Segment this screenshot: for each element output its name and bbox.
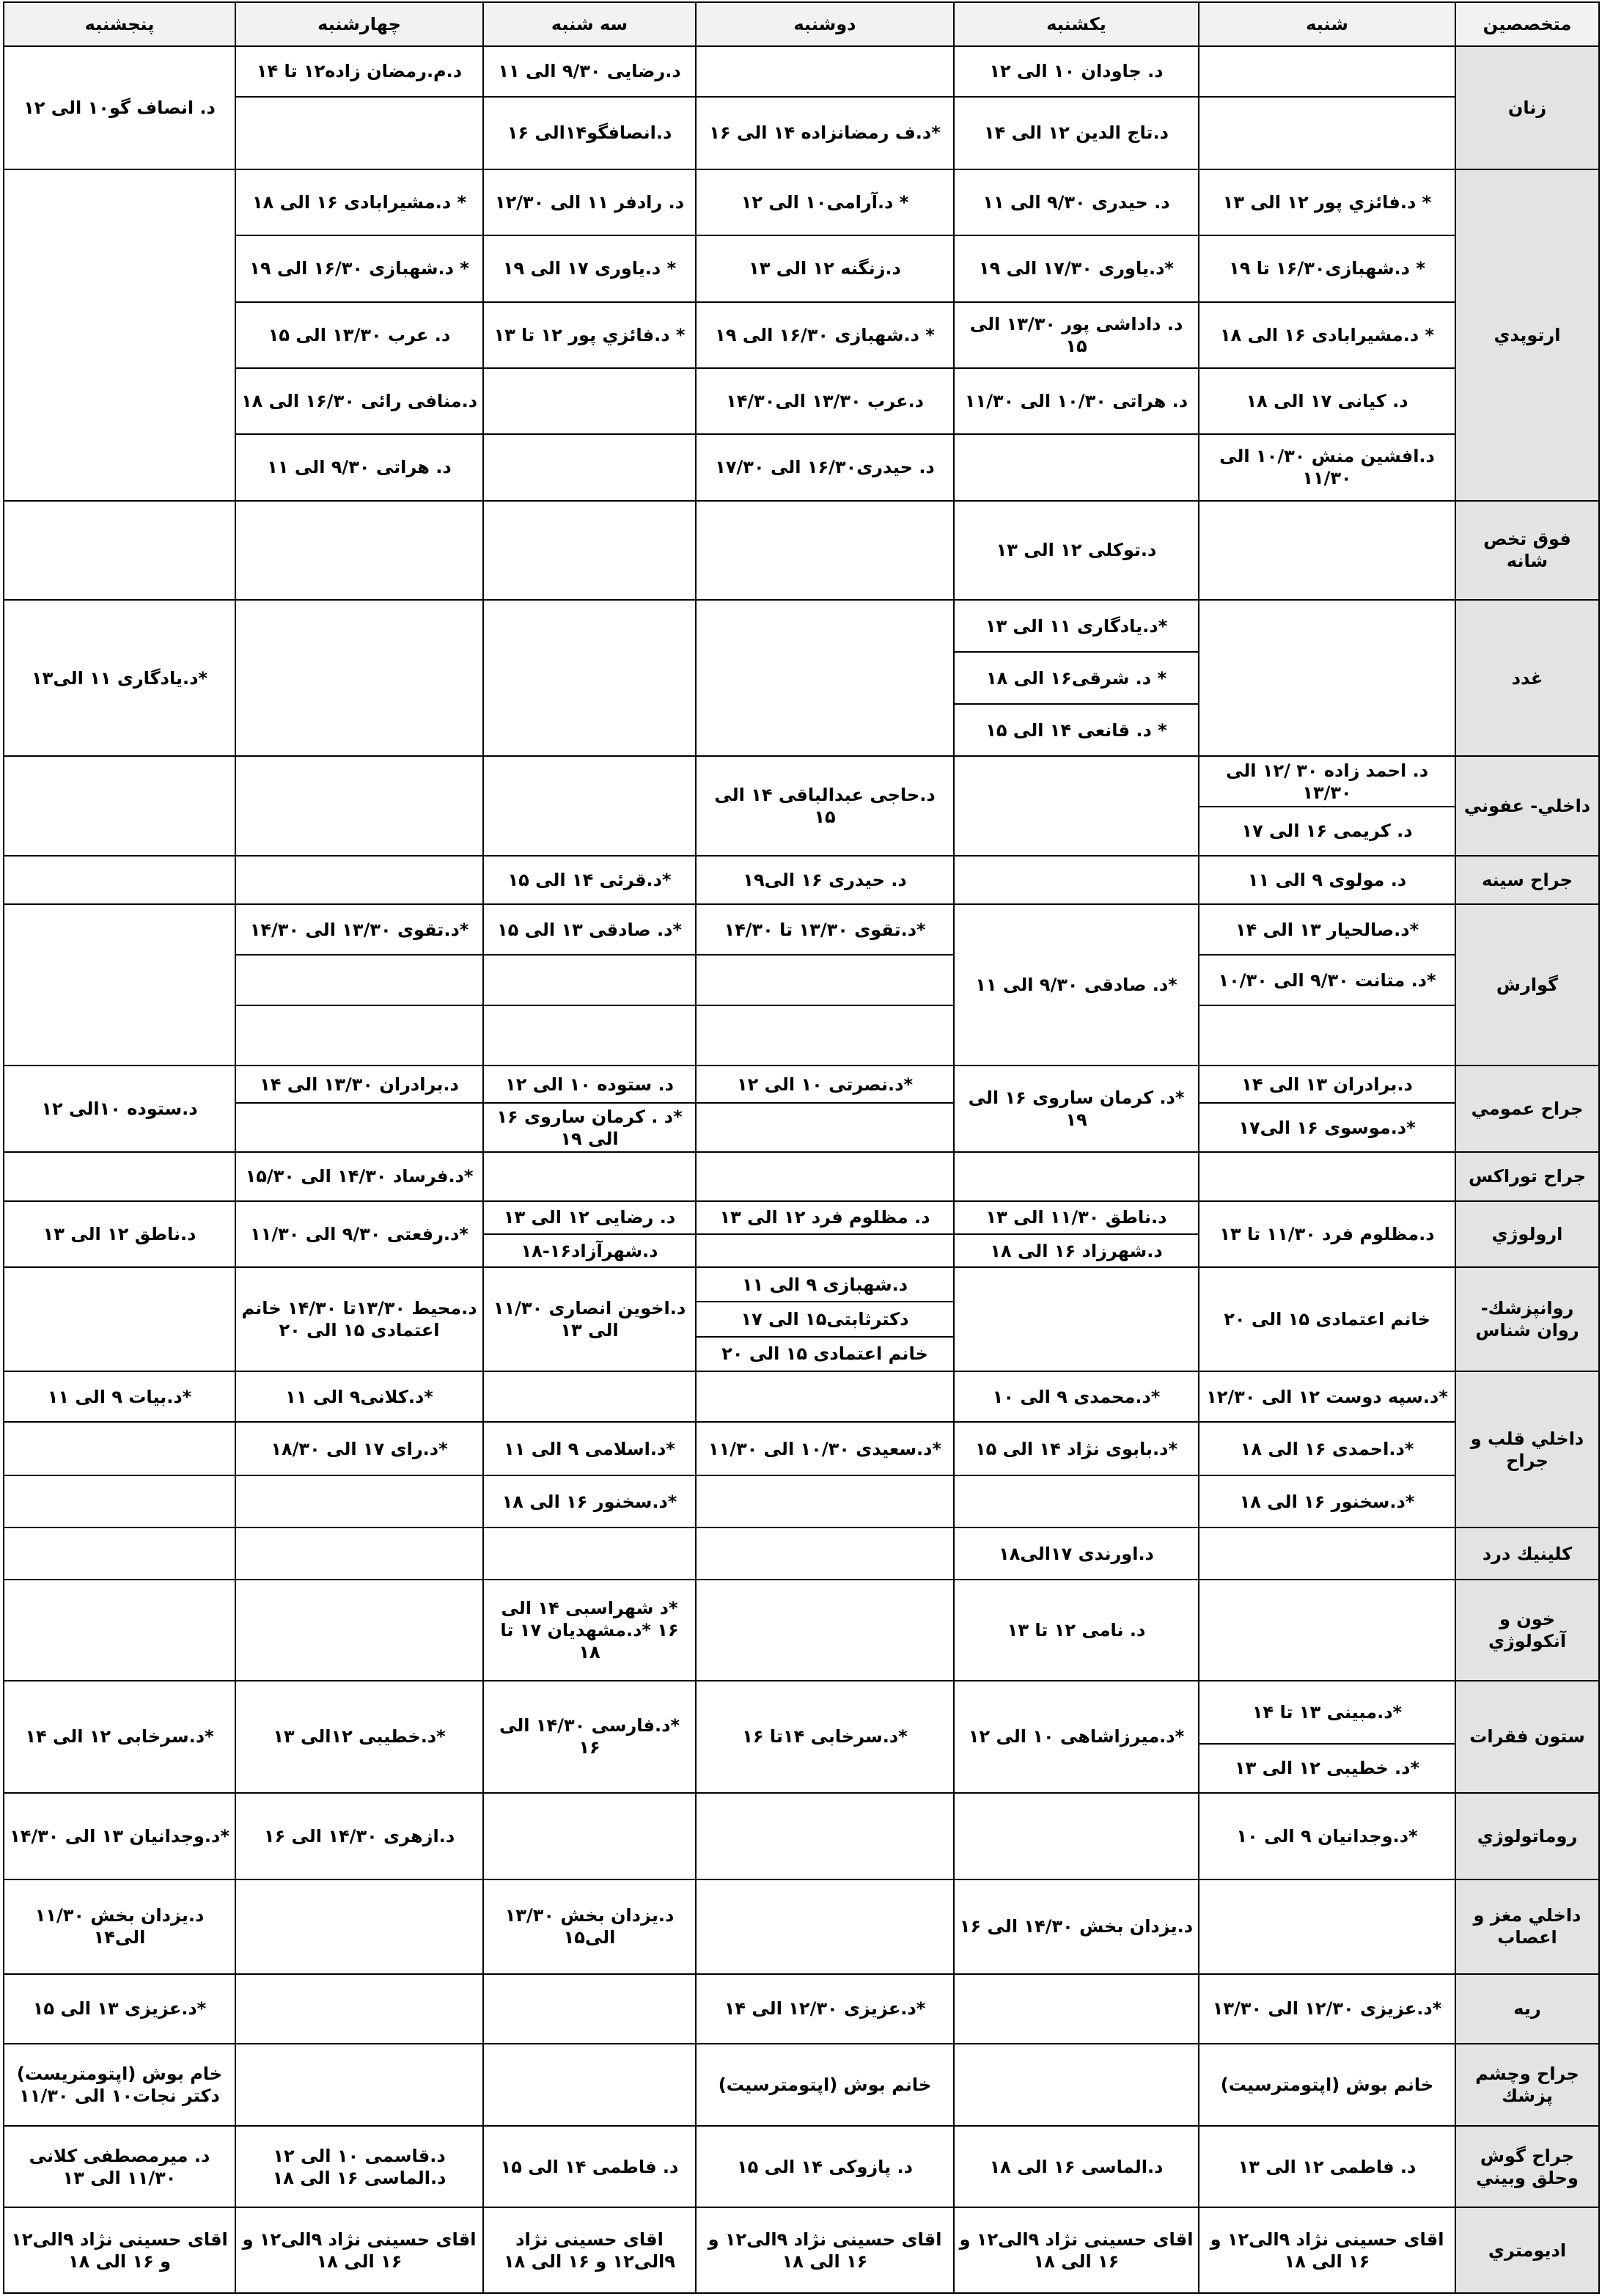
- schedule-cell: *د.سعیدی ۱۰/۳۰ الی ۱۱/۳۰: [696, 1422, 954, 1475]
- schedule-cell: [1199, 1152, 1455, 1201]
- schedule-row: [4, 501, 1599, 601]
- schedule-cell: د. رضایی ۱۲ الی ۱۳: [483, 1201, 696, 1234]
- schedule-cell: [954, 1152, 1199, 1201]
- schedule-cell: [696, 1527, 954, 1580]
- schedule-cell: [696, 501, 954, 601]
- schedule-row: [4, 1527, 1599, 1580]
- schedule-cell: *د.عزیزی ۱۳ الی ۱۵: [4, 1974, 235, 2044]
- schedule-row: [4, 2207, 1599, 2293]
- schedule-row: [4, 756, 1599, 807]
- schedule-cell: د.شهرآزاد۱۶-۱۸: [483, 1234, 696, 1267]
- schedule-cell: *د. صادقی ۹/۳۰ الی ۱۱: [954, 904, 1199, 1065]
- schedule-row: [4, 235, 1599, 301]
- schedule-cell: [483, 368, 696, 434]
- weekly-schedule-table: [3, 1, 1600, 2294]
- schedule-cell: د.اخوین انصاری ۱۱/۳۰ الی ۱۳: [483, 1267, 696, 1371]
- schedule-cell: اقای حسینی نژاد ۹الی۱۲ و ۱۶ الی ۱۸: [1199, 2207, 1455, 2293]
- schedule-cell: [235, 1475, 483, 1527]
- schedule-row: [4, 1005, 1599, 1066]
- schedule-cell: [235, 1005, 483, 1066]
- specialty-label: زنان: [1455, 46, 1599, 169]
- schedule-cell: [954, 1267, 1199, 1371]
- schedule-cell: د.اورندی ۱۷الی۱۸: [954, 1527, 1199, 1580]
- schedule-cell: *د.سرخابی ۱۲ الی ۱۴: [4, 1681, 235, 1793]
- schedule-cell: [4, 756, 235, 856]
- schedule-cell: [954, 756, 1199, 856]
- schedule-cell: [696, 1475, 954, 1527]
- schedule-cell: *د.کلانی۹ الی ۱۱: [235, 1371, 483, 1422]
- schedule-cell: [483, 2044, 696, 2126]
- schedule-row: [4, 1422, 1599, 1475]
- schedule-row: [4, 46, 1599, 97]
- schedule-cell: [4, 1475, 235, 1527]
- clinic-schedule-sheet: [3, 1, 1598, 2294]
- schedule-cell: *د.صالحیار ۱۳ الی ۱۴: [1199, 904, 1455, 955]
- schedule-cell: * د.فائزي پور ۱۲ تا ۱۳: [483, 302, 696, 368]
- schedule-cell: د. میرمصطفی کلانی ۱۱/۳۰ الی ۱۳: [4, 2126, 235, 2208]
- schedule-cell: [4, 1267, 235, 1371]
- schedule-cell: د. فاطمی ۱۴ الی ۱۵: [483, 2126, 696, 2208]
- schedule-cell: *د.قرئی ۱۴ الی ۱۵: [483, 856, 696, 905]
- specialty-label: جراح وچشم پزشك: [1455, 2044, 1599, 2126]
- schedule-row: [4, 302, 1599, 368]
- schedule-cell: اقای حسینی نژاد ۹الی۱۲ و ۱۶ الی ۱۸: [954, 2207, 1199, 2293]
- schedule-cell: [1199, 1879, 1455, 1974]
- schedule-cell: [696, 1005, 954, 1066]
- specialty-label: داخلي مغز و اعصاب: [1455, 1879, 1599, 1974]
- schedule-cell: [696, 1580, 954, 1681]
- schedule-row: [4, 856, 1599, 905]
- schedule-cell: د. حیدری۱۶/۳۰ الی ۱۷/۳۰: [696, 434, 954, 500]
- schedule-cell: اقای حسینی نژاد ۹الی۱۲ و ۱۶ الی ۱۸: [696, 2207, 954, 2293]
- schedule-row: [4, 368, 1599, 434]
- schedule-cell: د.منافی رائی ۱۶/۳۰ الی ۱۸: [235, 368, 483, 434]
- schedule-cell: * د.شهبازی ۱۶/۳۰ الی ۱۹: [235, 235, 483, 301]
- schedule-cell: *د.رفعتی ۹/۳۰ الی ۱۱/۳۰: [235, 1201, 483, 1267]
- schedule-row: [4, 1103, 1599, 1152]
- specialty-label: ارتوپدي: [1455, 169, 1599, 501]
- specialty-label: فوق تخص شانه: [1455, 501, 1599, 601]
- schedule-cell: [235, 856, 483, 905]
- schedule-cell: د. احمد زاده ۳۰ /۱۲ الی ۱۳/۳۰: [1199, 756, 1455, 807]
- schedule-cell: د.برادران ۱۳ الی ۱۴: [1199, 1066, 1455, 1104]
- schedule-cell: [235, 955, 483, 1005]
- schedule-cell: [1199, 1005, 1455, 1066]
- schedule-cell: *د.بیات ۹ الی ۱۱: [4, 1371, 235, 1422]
- schedule-row: [4, 97, 1599, 169]
- schedule-cell: د. جاودان ۱۰ الی ۱۲: [954, 46, 1199, 97]
- schedule-cell: *د.نصرتی ۱۰ الی ۱۲: [696, 1066, 954, 1104]
- schedule-cell: د.ستوده ۱۰الی ۱۲: [4, 1066, 235, 1152]
- schedule-cell: خانم اعتمادی ۱۵ الی ۲۰: [1199, 1267, 1455, 1371]
- schedule-cell: *د.عزیزی ۱۲/۳۰ الی ۱۳/۳۰: [1199, 1974, 1455, 2044]
- schedule-cell: [235, 501, 483, 601]
- schedule-cell: *د. متانت ۹/۳۰ الی ۱۰/۳۰: [1199, 955, 1455, 1005]
- schedule-cell: *د.فرساد ۱۴/۳۰ الی ۱۵/۳۰: [235, 1152, 483, 1201]
- header-monday: دوشنبه: [696, 2, 954, 46]
- schedule-cell: *د.یادگاری ۱۱ الی۱۳: [4, 600, 235, 756]
- specialty-label: جراح توراكس: [1455, 1152, 1599, 1201]
- header-specialists: متخصصين: [1455, 2, 1599, 46]
- schedule-cell: *د.احمدی ۱۶ الی ۱۸: [1199, 1422, 1455, 1475]
- schedule-cell: [483, 600, 696, 756]
- specialty-label: جراح سينه: [1455, 856, 1599, 905]
- header-tuesday: سه شنبه: [483, 2, 696, 46]
- specialty-label: جراح گوش وحلق وبيني: [1455, 2126, 1599, 2208]
- schedule-cell: د.حاجی عبدالباقی ۱۴ الی ۱۵: [696, 756, 954, 856]
- schedule-cell: *د.میرزاشاهی ۱۰ الی ۱۲: [954, 1681, 1199, 1793]
- schedule-cell: خام بوش (اپتومتریست) دکتر نجات۱۰ الی ۱۱/۳۰: [4, 2044, 235, 2126]
- schedule-cell: د. رادفر ۱۱ الی ۱۲/۳۰: [483, 169, 696, 235]
- schedule-cell: [4, 1422, 235, 1475]
- schedule-cell: د.محیط ۱۳/۳۰تا ۱۴/۳۰ خانم اعتمادی ۱۵ الی ۲۰: [235, 1267, 483, 1371]
- schedule-cell: * د.یاوری ۱۷ الی ۱۹: [483, 235, 696, 301]
- schedule-cell: [954, 856, 1199, 905]
- schedule-cell: [696, 955, 954, 1005]
- schedule-cell: [235, 600, 483, 756]
- schedule-cell: * د. قانعی ۱۴ الی ۱۵: [954, 704, 1199, 756]
- schedule-cell: [235, 756, 483, 856]
- schedule-cell: د.ناطق ۱۲ الی ۱۳: [4, 1201, 235, 1267]
- schedule-cell: د.قاسمی ۱۰ الی ۱۲ د.الماسی ۱۶ الی ۱۸: [235, 2126, 483, 2208]
- schedule-cell: *د شهراسبی ۱۴ الی ۱۶ *د.مشهدیان ۱۷ تا ۱۸: [483, 1580, 696, 1681]
- schedule-row: [4, 1371, 1599, 1422]
- specialty-label: داخلي- عفوني: [1455, 756, 1599, 856]
- schedule-cell: [4, 1580, 235, 1681]
- schedule-cell: د. نامی ۱۲ تا ۱۳: [954, 1580, 1199, 1681]
- schedule-cell: د.توکلی ۱۲ الی ۱۳: [954, 501, 1199, 601]
- schedule-cell: *د.محمدی ۹ الی ۱۰: [954, 1371, 1199, 1422]
- schedule-cell: [4, 169, 235, 501]
- schedule-cell: *د.تقوی ۱۳/۳۰ تا ۱۴/۳۰: [696, 904, 954, 955]
- schedule-cell: [483, 1152, 696, 1201]
- schedule-cell: د. ستوده ۱۰ الی ۱۲: [483, 1066, 696, 1104]
- schedule-cell: *د.عزیزی ۱۲/۳۰ الی ۱۴: [696, 1974, 954, 2044]
- schedule-cell: د.ازهری ۱۴/۳۰ الی ۱۶: [235, 1793, 483, 1879]
- schedule-cell: *د.موسوی ۱۶ الی۱۷: [1199, 1103, 1455, 1152]
- schedule-cell: د. فاطمی ۱۲ الی ۱۳: [1199, 2126, 1455, 2208]
- schedule-cell: خانم بوش (اپتومترسیت): [1199, 2044, 1455, 2126]
- schedule-cell: * د.شهبازی ۱۶/۳۰ الی ۱۹: [696, 302, 954, 368]
- specialty-label: ستون فقرات: [1455, 1681, 1599, 1793]
- specialty-label: گوارش: [1455, 904, 1599, 1065]
- schedule-row: [4, 2044, 1599, 2126]
- specialty-label: داخلي قلب و جراح: [1455, 1371, 1599, 1527]
- schedule-row: [4, 169, 1599, 235]
- specialty-label: روماتولوژي: [1455, 1793, 1599, 1879]
- schedule-row: [4, 1879, 1599, 1974]
- schedule-cell: * د.مشیرابادی ۱۶ الی ۱۸: [1199, 302, 1455, 368]
- header-row: [4, 2, 1599, 46]
- schedule-cell: [235, 2044, 483, 2126]
- schedule-cell: *د.اسلامی ۹ الی ۱۱: [483, 1422, 696, 1475]
- schedule-cell: د.برادران ۱۳/۳۰ الی ۱۴: [235, 1066, 483, 1104]
- schedule-cell: [483, 756, 696, 856]
- schedule-cell: *د.مبینی ۱۳ تا ۱۴: [1199, 1681, 1455, 1744]
- specialty-label: جراح عمومي: [1455, 1066, 1599, 1152]
- schedule-cell: اقای حسینی نژاد ۹الی۱۲ و ۱۶ الی ۱۸: [4, 2207, 235, 2293]
- schedule-cell: *د.وجدانیان ۹ الی ۱۰: [1199, 1793, 1455, 1879]
- schedule-cell: د. کیانی ۱۷ الی ۱۸: [1199, 368, 1455, 434]
- schedule-cell: د. عرب ۱۳/۳۰ الی ۱۵: [235, 302, 483, 368]
- schedule-cell: * د.آرامی۱۰ الی ۱۲: [696, 169, 954, 235]
- schedule-cell: [483, 501, 696, 601]
- schedule-cell: د.یزدان بخش ۱۴/۳۰ الی ۱۶: [954, 1879, 1199, 1974]
- schedule-cell: اقای حسینی نژاد ۹الی۱۲ و ۱۶ الی ۱۸: [483, 2207, 696, 2293]
- schedule-cell: [4, 904, 235, 1065]
- schedule-cell: [4, 501, 235, 601]
- schedule-cell: *د.سرخابی ۱۴تا ۱۶: [696, 1681, 954, 1793]
- schedule-row: [4, 600, 1599, 652]
- schedule-cell: *د.رای ۱۷ الی ۱۸/۳۰: [235, 1422, 483, 1475]
- schedule-cell: [1199, 501, 1455, 601]
- schedule-cell: [696, 1371, 954, 1422]
- schedule-row: [4, 1066, 1599, 1104]
- schedule-cell: [1199, 97, 1455, 169]
- schedule-cell: [696, 600, 954, 756]
- schedule-row: [4, 1793, 1599, 1879]
- schedule-cell: *د.ف رمضانزاده ۱۴ الی ۱۶: [696, 97, 954, 169]
- schedule-cell: د.ناطق ۱۱/۳۰ الی ۱۳: [954, 1201, 1199, 1234]
- schedule-cell: د. پازوکی ۱۴ الی ۱۵: [696, 2126, 954, 2208]
- schedule-row: [4, 434, 1599, 500]
- schedule-cell: [483, 1005, 696, 1066]
- schedule-cell: *د.تقوی ۱۳/۳۰ الی ۱۴/۳۰: [235, 904, 483, 955]
- schedule-cell: [1199, 600, 1455, 756]
- schedule-row: [4, 955, 1599, 1005]
- schedule-cell: [954, 1974, 1199, 2044]
- schedule-row: [4, 1267, 1599, 1302]
- schedule-cell: د. هراتی ۹/۳۰ الی ۱۱: [235, 434, 483, 500]
- schedule-row: [4, 904, 1599, 955]
- specialty-label: خون و آنكولوژي: [1455, 1580, 1599, 1681]
- schedule-cell: د. مظلوم فرد ۱۲ الی ۱۳: [696, 1201, 954, 1234]
- schedule-cell: د.یزدان بخش ۱۱/۳۰ الی۱۴: [4, 1879, 235, 1974]
- schedule-cell: [4, 1152, 235, 1201]
- schedule-cell: *د.خطیبی ۱۲الی ۱۳: [235, 1681, 483, 1793]
- schedule-row: [4, 1681, 1599, 1744]
- header-thursday: پنجشنبه: [4, 2, 235, 46]
- schedule-cell: *د.سپه دوست ۱۲ الی ۱۲/۳۰: [1199, 1371, 1455, 1422]
- schedule-cell: [4, 856, 235, 905]
- schedule-cell: [483, 1371, 696, 1422]
- schedule-cell: [696, 1234, 954, 1267]
- schedule-cell: [483, 955, 696, 1005]
- schedule-row: [4, 2126, 1599, 2208]
- schedule-cell: د.الماسی ۱۶ الی ۱۸: [954, 2126, 1199, 2208]
- schedule-cell: د.شهرزاد ۱۶ الی ۱۸: [954, 1234, 1199, 1267]
- schedule-cell: [235, 1527, 483, 1580]
- schedule-cell: [235, 1974, 483, 2044]
- schedule-cell: [483, 1974, 696, 2044]
- schedule-row: [4, 1580, 1599, 1681]
- schedule-body: [4, 46, 1599, 2293]
- header-saturday: شنبه: [1199, 2, 1455, 46]
- schedule-cell: [696, 1103, 954, 1152]
- schedule-cell: د.شهبازی ۹ الی ۱۱: [696, 1267, 954, 1302]
- schedule-cell: [1199, 46, 1455, 97]
- schedule-cell: [235, 97, 483, 169]
- schedule-cell: د.انصافگو۱۴الی ۱۶: [483, 97, 696, 169]
- schedule-row: [4, 1974, 1599, 2044]
- schedule-cell: *د.وجدانیان ۱۳ الی ۱۴/۳۰: [4, 1793, 235, 1879]
- schedule-cell: *د.سخنور ۱۶ الی ۱۸: [483, 1475, 696, 1527]
- schedule-cell: [1199, 1580, 1455, 1681]
- schedule-cell: * د.شهبازی۱۶/۳۰ تا ۱۹: [1199, 235, 1455, 301]
- specialty-label: ريه: [1455, 1974, 1599, 2044]
- header-wednesday: چهارشنبه: [235, 2, 483, 46]
- schedule-cell: د.یزدان بخش ۱۳/۳۰ الی۱۵: [483, 1879, 696, 1974]
- schedule-cell: [4, 1527, 235, 1580]
- specialty-label: كلينيك درد: [1455, 1527, 1599, 1580]
- schedule-cell: * د.مشیرابادی ۱۶ الی ۱۸: [235, 169, 483, 235]
- schedule-cell: خانم بوش (اپتومترسیت): [696, 2044, 954, 2126]
- schedule-cell: د. انصاف گو۱۰ الی ۱۲: [4, 46, 235, 169]
- header-sunday: يكشنبه: [954, 2, 1199, 46]
- schedule-row: [4, 1475, 1599, 1527]
- schedule-cell: [235, 1103, 483, 1152]
- schedule-row: [4, 1201, 1599, 1234]
- schedule-cell: خانم اعتمادی ۱۵ الی ۲۰: [696, 1337, 954, 1371]
- schedule-cell: [696, 1793, 954, 1879]
- schedule-cell: د.رضایی ۹/۳۰ الی ۱۱: [483, 46, 696, 97]
- schedule-cell: *د.سخنور ۱۶ الی ۱۸: [1199, 1475, 1455, 1527]
- schedule-cell: دکترثابتی۱۵ الی ۱۷: [696, 1302, 954, 1336]
- schedule-cell: * د. شرقی۱۶ الی ۱۸: [954, 652, 1199, 704]
- schedule-cell: د. حیدری ۹/۳۰ الی ۱۱: [954, 169, 1199, 235]
- schedule-cell: د. داداشی پور ۱۳/۳۰ الی ۱۵: [954, 302, 1199, 368]
- schedule-cell: *د. کرمان ساروی ۱۶ الی ۱۹: [954, 1066, 1199, 1152]
- schedule-cell: *د. خطیبی ۱۲ الی ۱۳: [1199, 1744, 1455, 1793]
- schedule-cell: *د.یاوری ۱۷/۳۰ الی ۱۹: [954, 235, 1199, 301]
- schedule-cell: [696, 46, 954, 97]
- schedule-cell: * د.فائزي پور ۱۲ الی ۱۳: [1199, 169, 1455, 235]
- schedule-cell: [954, 2044, 1199, 2126]
- schedule-cell: [483, 1527, 696, 1580]
- schedule-row: [4, 1152, 1599, 1201]
- schedule-cell: [696, 1152, 954, 1201]
- schedule-cell: [954, 434, 1199, 500]
- specialty-label: اديومتري: [1455, 2207, 1599, 2293]
- schedule-cell: [483, 434, 696, 500]
- schedule-cell: [235, 1879, 483, 1974]
- schedule-cell: اقای حسینی نژاد ۹الی۱۲ و ۱۶ الی ۱۸: [235, 2207, 483, 2293]
- schedule-cell: د.عرب ۱۳/۳۰ الی۱۴/۳۰: [696, 368, 954, 434]
- schedule-cell: د.زنگنه ۱۲ الی ۱۳: [696, 235, 954, 301]
- schedule-cell: [483, 1793, 696, 1879]
- specialty-label: غدد: [1455, 600, 1599, 756]
- schedule-cell: [954, 1475, 1199, 1527]
- specialty-label: ارولوژي: [1455, 1201, 1599, 1267]
- schedule-cell: د. حیدری ۱۶ الی۱۹: [696, 856, 954, 905]
- schedule-cell: د. هراتی ۱۰/۳۰ الی ۱۱/۳۰: [954, 368, 1199, 434]
- schedule-cell: [954, 1793, 1199, 1879]
- schedule-cell: د.مظلوم فرد ۱۱/۳۰ تا ۱۳: [1199, 1201, 1455, 1267]
- schedule-cell: *د.فارسی ۱۴/۳۰ الی ۱۶: [483, 1681, 696, 1793]
- schedule-cell: [1199, 1527, 1455, 1580]
- specialty-label: روانپزشك- روان شناس: [1455, 1267, 1599, 1371]
- schedule-cell: *د.بابوی نژاد ۱۴ الی ۱۵: [954, 1422, 1199, 1475]
- schedule-cell: د.افشین منش ۱۰/۳۰ الی ۱۱/۳۰: [1199, 434, 1455, 500]
- schedule-cell: *د. صادقی ۱۳ الی ۱۵: [483, 904, 696, 955]
- schedule-cell: د. مولوی ۹ الی ۱۱: [1199, 856, 1455, 905]
- schedule-cell: [235, 1580, 483, 1681]
- schedule-cell: [696, 1879, 954, 1974]
- schedule-cell: د. کریمی ۱۶ الی ۱۷: [1199, 807, 1455, 856]
- schedule-cell: د.م.رمضان زاده۱۲ تا ۱۴: [235, 46, 483, 97]
- schedule-cell: *د.یادگاری ۱۱ الی ۱۳: [954, 600, 1199, 652]
- schedule-cell: *د . کرمان ساروی ۱۶ الی ۱۹: [483, 1103, 696, 1152]
- schedule-cell: د.تاج الدين ١٢ الى ١۴: [954, 97, 1199, 169]
